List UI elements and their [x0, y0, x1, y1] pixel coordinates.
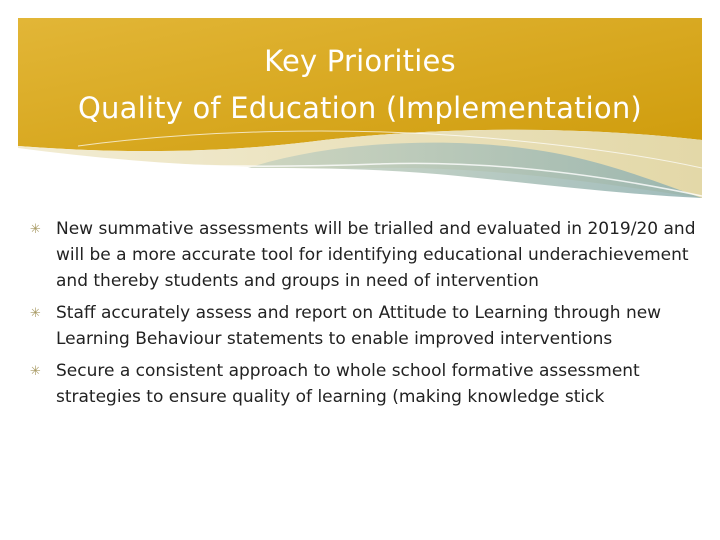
bullet-list [30, 216, 698, 416]
asterisk-bullet-icon: ✳ [30, 364, 41, 379]
title-banner [18, 18, 702, 198]
bullet-item [30, 358, 698, 410]
bullet-text: Staff accurately assess and report on Attitude to Learning through new Learning Behaviour statements to enable improved interventions [56, 303, 662, 349]
asterisk-bullet-icon: ✳ [30, 306, 41, 321]
title-line-2: Quality of Education (Implementation) [78, 91, 642, 125]
bullet-item [30, 216, 698, 294]
bullet-item [30, 300, 698, 352]
title-line-1: Key Priorities [264, 44, 456, 78]
slide-title [18, 38, 702, 132]
asterisk-bullet-icon: ✳ [30, 222, 41, 237]
bullet-text: Secure a consistent approach to whole school formative assessment strategies to ensure quality of learning (making knowledge stick [56, 361, 640, 407]
bullet-text: New summative assessments will be trialled and evaluated in 2019/20 and will be a more accurate tool for identifying educational underachievement and thereby students and groups in need of intervention [56, 219, 696, 291]
